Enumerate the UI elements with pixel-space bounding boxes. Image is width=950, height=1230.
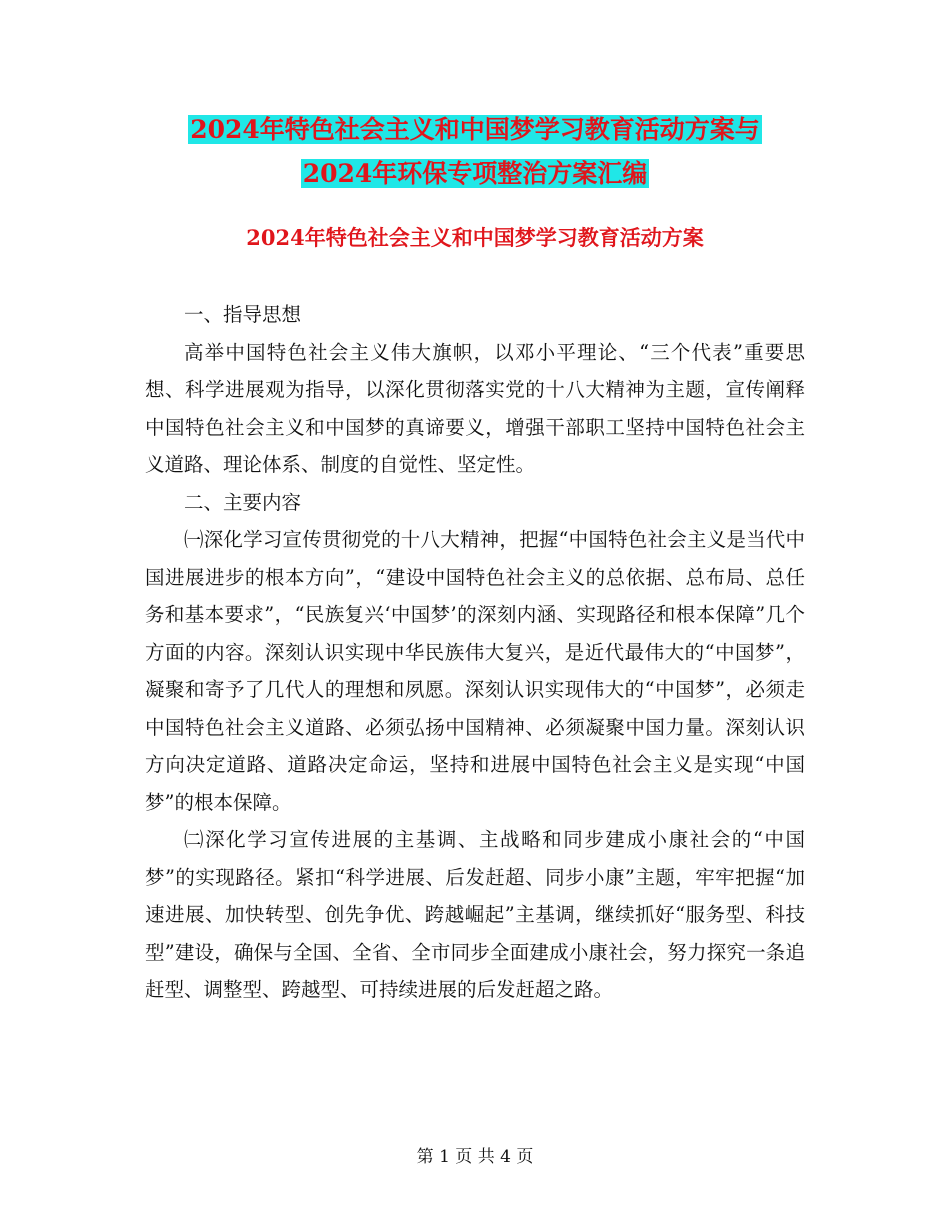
page-number-footer: 第 1 页 共 4 页 bbox=[416, 1147, 534, 1167]
paragraph-content-2: ㈡深化学习宣传进展的主基调、主战略和同步建成小康社会的“中国梦”的实现路径。紧扣“科学进展、后发赶超、同步小康”主题，牢牢把握“加速进展、加快转型、创先争优、跨越崛起”主基调，继续抓好“服务型、科技型”建设，确保与全国、全省、全市同步全面建成小康社会，努力探究一条追赶型、调整型、跨越型、可持续进展的后发赶超之路。 bbox=[145, 828, 805, 1001]
main-title-line1-text: 2024年特色社会主义和中国梦学习教育活动方案与 bbox=[190, 115, 760, 144]
document-body bbox=[145, 296, 805, 1009]
heading-guiding-thought: 一、指导思想 bbox=[184, 303, 302, 326]
main-title-line2 bbox=[0, 154, 950, 194]
main-title-line2-text: 2024年环保专项整治方案汇编 bbox=[302, 159, 648, 188]
main-title-line1 bbox=[0, 110, 950, 150]
section-title: 2024年特色社会主义和中国梦学习教育活动方案 bbox=[246, 225, 704, 250]
paragraph-content-1: ㈠深化学习宣传贯彻党的十八大精神，把握“中国特色社会主义是当代中国进展进步的根本方向”，“建设中国特色社会主义的总依据、总布局、总任务和基本要求”，“民族复兴‘中国梦’的深刻内涵、实现路径和根本保障”几个方面的内容。深刻认识实现中华民族伟大复兴，是近代最伟大的“中国梦”，凝聚和寄予了几代人的理想和夙愿。深刻认识实现伟大的“中国梦”，必须走中国特色社会主义道路、必须弘扬中国精神、必须凝聚中国力量。深刻认识方向决定道路、道路决定命运，坚持和进展中国特色社会主义是实现“中国梦”的根本保障。 bbox=[145, 528, 805, 814]
paragraph-guiding-thought: 高举中国特色社会主义伟大旗帜，以邓小平理论、“三个代表”重要思想、科学进展观为指导，以深化贯彻落实党的十八大精神为主题，宣传阐释中国特色社会主义和中国梦的真谛要义，增强干部职工坚持中国特色社会主义道路、理论体系、制度的自觉性、坚定性。 bbox=[145, 340, 805, 476]
heading-main-content: 二、主要内容 bbox=[184, 490, 302, 514]
